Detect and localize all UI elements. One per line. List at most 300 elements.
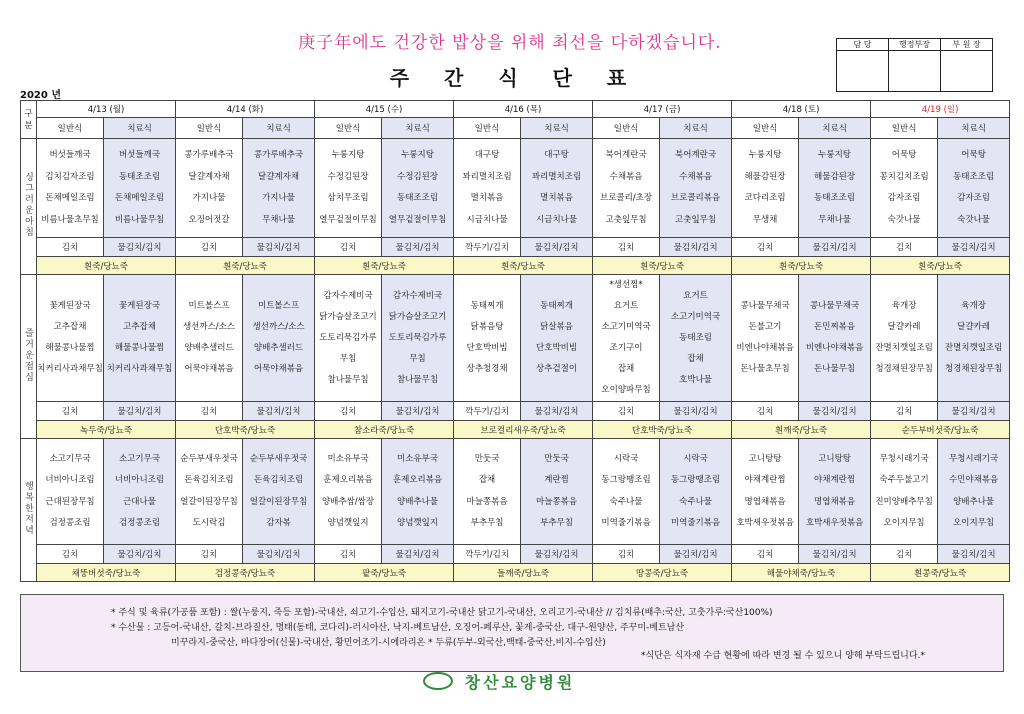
breakfast-general-dishes: [732, 139, 799, 238]
day-header: 4/14 (화): [176, 101, 315, 118]
dinner-therapeutic-dishes: [938, 439, 1010, 545]
lunch-section-label: [21, 275, 37, 439]
therapeutic-diet-header: 치료식: [382, 118, 454, 139]
dish-item: 양념깻잎지: [397, 518, 439, 528]
kimchi-general: 김치: [176, 238, 243, 257]
dish-item: 동태찌개: [540, 301, 573, 311]
dish-item: 콩가루배추국: [253, 150, 304, 160]
lunch-therapeutic-dishes: [382, 275, 454, 402]
lunch-label: 즐거운점심: [23, 327, 33, 383]
dish-item: 감자수제비국: [323, 290, 373, 301]
dish-item: 도토리묵김가루: [319, 332, 377, 343]
dish-item: 오이양파무침: [601, 385, 651, 395]
therapeutic-diet-header: 치료식: [104, 118, 176, 139]
dish-item: 잡채: [617, 364, 635, 374]
dish-item: 돈육김치조림: [184, 475, 234, 485]
kimchi-general: 깍두기/김치: [454, 402, 521, 421]
day-header: 4/17 (금): [593, 101, 732, 118]
slogan: 庚子年에도 건강한 밥상을 위해 최선을 다하겠습니다.: [298, 33, 722, 53]
dish-item: 단호박비빔: [466, 343, 508, 353]
kimchi-general: 김치: [732, 238, 799, 257]
approval-head: 담 당: [837, 39, 889, 51]
dish-item: 조기구이: [609, 343, 643, 353]
dinner-general-dishes: [871, 439, 938, 545]
dish-item: 코다리조림: [744, 193, 786, 203]
dinner-section-label: [21, 439, 37, 582]
weekly-menu-table: [20, 100, 1010, 582]
dish-item: 콩가루배추국: [184, 150, 234, 160]
therapeutic-diet-header: 치료식: [799, 118, 871, 139]
dish-item: 무청시래기국: [948, 453, 999, 464]
dish-item: 어묵탕: [961, 150, 986, 160]
lunch-general-dishes: [871, 275, 938, 402]
dish-item: 양념깻잎지: [327, 518, 369, 528]
breakfast-therapeutic-dishes: [382, 139, 454, 238]
dish-item: 요거트: [613, 301, 639, 311]
day-header: 4/13 (월): [37, 101, 176, 118]
breakfast-section-label: [21, 139, 37, 275]
dish-item: 잡채: [687, 353, 704, 364]
therapeutic-diet-header: 치료식: [938, 118, 1010, 139]
origin-line: * 수산물 : 고등어-국내산, 갈치-브라질산, 명태(동태, 코다리)-러시아산, 낙지-베트남산, 오징어-페루산, 꽃게-중국산, 대구-원양산, 주꾸미-베트남산: [111, 623, 685, 633]
page-title: 주 간 식 단 표: [389, 66, 641, 90]
approval-head: 부 원 장: [941, 39, 993, 51]
dish-item: 소고기미역국: [670, 311, 721, 322]
breakfast-general-dishes: [37, 139, 104, 238]
dish-item: 북어계란국: [675, 150, 717, 160]
dish-item: 호박새우젓볶음: [805, 518, 864, 528]
kimchi-general: 김치: [871, 402, 938, 421]
dish-item: 동태조조림: [118, 171, 161, 182]
breakfast-therapeutic-dishes: [799, 139, 871, 238]
dish-item: 시락국: [613, 453, 639, 464]
dish-item: 오이지무침: [883, 518, 925, 528]
dish-item: 해물감된장: [814, 171, 856, 182]
kimchi-general: 김치: [593, 402, 660, 421]
dish-item: 해물감된장: [744, 171, 786, 182]
dish-item: 만둣국: [474, 453, 500, 464]
dish-item: 육개장: [891, 301, 917, 311]
kimchi-general: 깍두기/김치: [454, 545, 521, 564]
breakfast-therapeutic-dishes: [243, 139, 315, 238]
kimchi-general: 깍두기/김치: [454, 238, 521, 257]
division-label: 구 분: [24, 108, 33, 131]
lunch-therapeutic-dishes: [104, 275, 176, 402]
dinner-therapeutic-dishes: [382, 439, 454, 545]
dish-item: 순두부새우젓국: [249, 453, 308, 464]
dish-item: 미역줄기볶음: [601, 518, 651, 528]
porridge-cell: 흰죽/당뇨죽: [454, 257, 593, 275]
lunch-general-dishes: [37, 275, 104, 402]
dish-item: 돈채메일조림: [45, 193, 95, 203]
dish-item: 순두부새우젓국: [180, 453, 238, 464]
dish-item: 해물콩나물찜: [114, 343, 165, 353]
dish-item: 돈민찌볶음: [814, 322, 856, 332]
dish-item: 수채볶음: [679, 171, 712, 182]
dish-item: 닭살볶음: [540, 322, 573, 332]
kimchi-general: 김치: [315, 545, 382, 564]
dish-item: 계란찜: [544, 475, 569, 485]
dish-item: 숙주나물: [609, 496, 643, 507]
approval-box: [836, 38, 993, 92]
dish-item: 고춧잎무침: [675, 214, 717, 225]
dish-item: 어묵탕: [891, 150, 917, 160]
dish-item: 근대된장무침: [45, 496, 95, 507]
dish-item: 명엽채볶음: [744, 496, 786, 507]
dinner-general-dishes: [593, 439, 660, 545]
kimchi-general: 김치: [593, 238, 660, 257]
day-header: 4/16 (목): [454, 101, 593, 118]
dish-item: 시금치나물: [536, 214, 578, 225]
breakfast-general-dishes: [871, 139, 938, 238]
dish-item: 동태조조림: [397, 193, 439, 203]
dish-item: 비름나물무침: [114, 214, 165, 225]
dish-item: 양배추나물: [953, 496, 995, 507]
kimchi-therapeutic: 물김치/김치: [521, 545, 593, 564]
dish-item: 누룽지탕: [818, 150, 852, 160]
dish-item: 멸치볶음: [470, 193, 504, 203]
dish-item: 근대나물: [123, 496, 156, 507]
porridge-cell: 흰죽/당뇨죽: [315, 257, 454, 275]
kimchi-general: 김치: [37, 545, 104, 564]
kimchi-therapeutic: 물김치/김치: [243, 545, 315, 564]
dish-item: *생선찜*: [609, 280, 643, 290]
porridge-cell: 브로컬리새우죽/당뇨죽: [454, 421, 593, 439]
kimchi-general: 김치: [871, 545, 938, 564]
lunch-therapeutic-dishes: [243, 275, 315, 402]
dish-item: 꽃게된장국: [49, 301, 91, 311]
dish-item: 동태조조림: [953, 171, 995, 182]
dish-item: 숙주두불고기: [879, 475, 929, 485]
dish-item: 소고기미역국: [601, 322, 651, 332]
kimchi-therapeutic: 물김치/김치: [104, 402, 176, 421]
dish-item: 수민야채볶음: [948, 475, 999, 485]
dish-item: 미소유부국: [397, 453, 439, 464]
kimchi-general: 김치: [871, 238, 938, 257]
kimchi-therapeutic: 물김치/김치: [938, 545, 1010, 564]
dish-item: 달걀카레: [887, 322, 921, 332]
lunch-general-dishes: [454, 275, 521, 402]
hospital-name: 창산요양병원: [464, 672, 576, 692]
dish-item: 가지나물: [262, 193, 295, 203]
kimchi-therapeutic: 물김치/김치: [382, 402, 454, 421]
dish-item: 도토리묵김가루: [388, 332, 447, 343]
porridge-cell: 검정콩죽/당뇨죽: [176, 564, 315, 582]
dinner-therapeutic-dishes: [104, 439, 176, 545]
lunch-therapeutic-dishes: [799, 275, 871, 402]
dish-item: 고춧잎무침: [605, 214, 647, 225]
dinner-therapeutic-dishes: [521, 439, 593, 545]
dish-item: 열무겉절이무침: [388, 214, 447, 225]
kimchi-therapeutic: 물김치/김치: [382, 238, 454, 257]
dish-item: 동그랑땡조림: [601, 475, 651, 485]
general-diet-header: 일반식: [454, 118, 521, 139]
kimchi-general: 김치: [732, 402, 799, 421]
dish-item: 고추잡채: [123, 322, 156, 332]
dinner-therapeutic-dishes: [799, 439, 871, 545]
porridge-cell: 흰죽/당뇨죽: [871, 257, 1010, 275]
dish-item: 달걀카레: [957, 322, 991, 332]
dish-item: 해물콩나물찜: [45, 343, 95, 353]
dish-item: 버섯들깨국: [49, 150, 91, 160]
breakfast-general-dishes: [454, 139, 521, 238]
dish-item: 수정김된장: [397, 171, 439, 182]
lunch-general-dishes: [315, 275, 382, 402]
breakfast-therapeutic-dishes: [104, 139, 176, 238]
dish-item: 도시락김: [192, 518, 226, 528]
dish-item: 누룽지탕: [401, 150, 434, 160]
dish-item: 미트볼스프: [257, 301, 300, 311]
origin-line: * 주식 및 육류(가공품 포함) : 쌀(누룽지, 죽등 포함)-국내산, 쇠고기-수입산, 돼지고기-국내산 닭고기-국내산, 오리고기-국내산 // 김치류(배추:국산, 고춧가루:국산100%): [111, 608, 773, 618]
dish-item: 너비아니조림: [114, 475, 165, 485]
dinner-general-dishes: [454, 439, 521, 545]
kimchi-general: 김치: [732, 545, 799, 564]
porridge-cell: 순두부버섯죽/당뇨죽: [871, 421, 1010, 439]
dish-item: 야채계란찜: [744, 475, 786, 485]
therapeutic-diet-header: 치료식: [660, 118, 732, 139]
dish-item: 숙갓나물: [957, 214, 991, 225]
dish-item: 명엽채볶음: [814, 496, 856, 507]
menu-change-notice: *식단은 식자재 수급 현황에 따라 변경 될 수 있으니 양해 부탁드립니다.*: [641, 651, 925, 661]
dish-item: 청경채된장무침: [875, 364, 933, 374]
general-diet-header: 일반식: [593, 118, 660, 139]
lunch-therapeutic-dishes: [521, 275, 593, 402]
dish-item: 야채계란찜: [814, 475, 856, 485]
dish-item: 치커리사과채무침: [106, 364, 173, 374]
breakfast-therapeutic-dishes: [521, 139, 593, 238]
kimchi-general: 김치: [37, 402, 104, 421]
kimchi-therapeutic: 물김치/김치: [243, 238, 315, 257]
dish-item: 너비아니조림: [45, 475, 95, 485]
breakfast-general-dishes: [315, 139, 382, 238]
dish-item: 상추청경채: [466, 364, 508, 374]
dish-item: 호박나물: [679, 374, 712, 385]
breakfast-therapeutic-dishes: [660, 139, 732, 238]
dinner-general-dishes: [176, 439, 243, 545]
kimchi-general: 김치: [37, 238, 104, 257]
dish-item: 무채나물: [262, 214, 295, 225]
dinner-general-dishes: [315, 439, 382, 545]
dish-item: 감자볶: [266, 518, 291, 528]
dish-item: 돈불고기: [748, 322, 782, 332]
dish-item: 참나물무침: [397, 374, 439, 385]
dish-item: 비름나물초무침: [41, 214, 99, 225]
kimchi-therapeutic: 물김치/김치: [799, 402, 871, 421]
dish-item: 훈제오리볶음: [392, 475, 443, 485]
dish-item: 브로콜리/초장: [599, 193, 653, 203]
origin-notice: [20, 594, 1004, 672]
dinner-therapeutic-dishes: [243, 439, 315, 545]
dish-item: 부추무침: [540, 518, 573, 528]
dish-item: 진미양배추무침: [875, 496, 933, 507]
approval-head: 행정부장: [889, 39, 941, 51]
kimchi-general: 김치: [315, 238, 382, 257]
kimchi-therapeutic: 물김치/김치: [382, 545, 454, 564]
porridge-cell: 흰죽/당뇨죽: [593, 257, 732, 275]
dish-item: 누룽지탕: [748, 150, 782, 160]
general-diet-header: 일반식: [176, 118, 243, 139]
dish-item: 돈채메일조림: [114, 193, 165, 203]
dish-item: 치커리사과채무침: [37, 364, 103, 374]
dish-item: 동그랑땡조림: [670, 475, 721, 485]
dish-item: 마늘쫑볶음: [536, 496, 578, 507]
dish-item: 훈제오리볶음: [323, 475, 373, 485]
breakfast-label: 싱그러운아침: [23, 172, 33, 238]
lunch-general-dishes: [593, 275, 660, 402]
kimchi-general: 김치: [315, 402, 382, 421]
dish-item: 오이지무침: [953, 518, 995, 528]
dish-item: 검정콩조림: [49, 518, 91, 528]
breakfast-general-dishes: [176, 139, 243, 238]
dish-item: 콩나물무채국: [809, 301, 860, 311]
dish-item: 소고기무국: [118, 453, 161, 464]
dish-item: 단호박비빔: [536, 343, 578, 353]
approval-slot: [941, 51, 993, 92]
kimchi-therapeutic: 물김치/김치: [660, 545, 732, 564]
dish-item: 감자수제비국: [392, 290, 443, 301]
dish-item: 닭가슴살조고기: [319, 311, 377, 322]
dish-item: 고추잡채: [53, 322, 87, 332]
porridge-cell: 들깨죽/당뇨죽: [454, 564, 593, 582]
porridge-cell: 흰죽/당뇨죽: [176, 257, 315, 275]
porridge-cell: 땅콩죽/당뇨죽: [593, 564, 732, 582]
porridge-cell: 흰콩죽/당뇨죽: [871, 564, 1010, 582]
kimchi-general: 김치: [176, 545, 243, 564]
dish-item: 삼치무조림: [327, 193, 369, 203]
dinner-general-dishes: [732, 439, 799, 545]
kimchi-therapeutic: 물김치/김치: [243, 402, 315, 421]
general-diet-header: 일반식: [37, 118, 104, 139]
dish-item: 김치김자조림: [45, 171, 95, 182]
dish-item: 숙주나물: [679, 496, 712, 507]
therapeutic-diet-header: 치료식: [243, 118, 315, 139]
dish-item: 검정콩조림: [118, 518, 161, 528]
dish-item: 북어계란국: [605, 150, 647, 160]
porridge-cell: 흰깨죽/당뇨죽: [732, 421, 871, 439]
day-header: 4/18 (토): [732, 101, 871, 118]
dish-item: 꽃게된장국: [118, 301, 161, 311]
dish-item: 닭볶음탕: [470, 322, 504, 332]
porridge-cell: 흰죽/당뇨죽: [732, 257, 871, 275]
dish-item: 소고기무국: [49, 453, 91, 464]
dish-item: 꽁치김치조림: [879, 171, 929, 182]
dinner-general-dishes: [37, 439, 104, 545]
porridge-cell: 채뚱버섯죽/당뇨죽: [37, 564, 176, 582]
dish-item: 어묵야채볶음: [184, 364, 234, 374]
dish-item: 달걀계자채: [257, 171, 300, 182]
dish-item: 버섯들깨국: [118, 150, 161, 160]
division-header: [21, 101, 37, 139]
dish-item: 미소유부국: [327, 453, 369, 464]
dish-item: 동태조림: [679, 332, 712, 343]
dish-item: 얼갈이된장무침: [249, 496, 308, 507]
dish-item: 무채나물: [818, 214, 852, 225]
lunch-therapeutic-dishes: [938, 275, 1010, 402]
dish-item: 만둣국: [544, 453, 569, 464]
dish-item: 미역줄기볶음: [670, 518, 721, 528]
dish-item: 대구탕: [474, 150, 500, 160]
kimchi-therapeutic: 물김치/김치: [521, 402, 593, 421]
dish-item: 무생채: [752, 214, 778, 225]
dish-item: 청경채된장무침: [944, 364, 1003, 374]
day-header: 4/19 (일): [871, 101, 1010, 118]
dish-item: 꽈리멸치조림: [462, 171, 512, 182]
dish-item: 꽈리멸치조림: [531, 171, 582, 182]
dish-item: 돈육김치조림: [253, 475, 304, 485]
dish-item: 콩나물무채국: [740, 301, 790, 311]
dish-item: 시금치나물: [466, 214, 508, 225]
porridge-cell: 단호박죽/당뇨죽: [176, 421, 315, 439]
kimchi-therapeutic: 물김치/김치: [660, 402, 732, 421]
dish-item: 무청시래기국: [879, 453, 929, 464]
kimchi-general: 김치: [176, 402, 243, 421]
dinner-therapeutic-dishes: [660, 439, 732, 545]
dish-item: 동태조조림: [814, 193, 856, 203]
dish-item: 요거트: [683, 290, 708, 301]
dish-item: 부추무침: [470, 518, 504, 528]
porridge-cell: 참소라죽/당뇨죽: [315, 421, 454, 439]
porridge-cell: 팥죽/당뇨죽: [315, 564, 454, 582]
dish-item: 가지나물: [192, 193, 226, 203]
lunch-general-dishes: [176, 275, 243, 402]
dish-item: 수정김된장: [327, 171, 369, 182]
dish-item: 잡채: [478, 475, 496, 485]
dish-item: 무침: [409, 353, 426, 364]
day-header: 4/15 (수): [315, 101, 454, 118]
lunch-general-dishes: [732, 275, 799, 402]
dish-item: 열무겉절이무침: [319, 214, 377, 225]
dish-item: 미트볼스프: [188, 301, 230, 311]
dish-item: 잔멸치깻잎조림: [944, 343, 1003, 353]
dish-item: 양배추나물: [397, 496, 439, 507]
general-diet-header: 일반식: [732, 118, 799, 139]
origin-line: 미꾸라지-중국산, 바다장어(신물)-국내산, 황민어조기-시에라리온 * 두류(두부-외국산,백태-중국산,비지-수입산): [171, 638, 606, 648]
dinner-label: 행복한저녁: [23, 481, 33, 536]
dish-item: 달걀계자채: [188, 171, 230, 182]
breakfast-therapeutic-dishes: [938, 139, 1010, 238]
dish-item: 어묵야채볶음: [253, 364, 304, 374]
dish-item: 돈나물무침: [814, 364, 856, 374]
kimchi-general: 김치: [593, 545, 660, 564]
porridge-cell: 흰죽/당뇨죽: [37, 257, 176, 275]
kimchi-therapeutic: 물김치/김치: [938, 402, 1010, 421]
dish-item: 숙갓나물: [887, 214, 921, 225]
dish-item: 비엔나야채볶음: [736, 343, 794, 353]
kimchi-therapeutic: 물김치/김치: [521, 238, 593, 257]
dish-item: 고니탕탕: [748, 453, 782, 464]
dish-item: 브로콜리볶음: [670, 193, 721, 203]
kimchi-therapeutic: 물김치/김치: [104, 238, 176, 257]
kimchi-therapeutic: 물김치/김치: [938, 238, 1010, 257]
dish-item: 오징어젓갈: [188, 214, 230, 225]
porridge-cell: 해물야채죽/당뇨죽: [732, 564, 871, 582]
dish-item: 감자조림: [957, 193, 991, 203]
dish-item: 상추겉절이: [536, 364, 578, 374]
dish-item: 잔멸치깻잎조림: [875, 343, 933, 353]
dish-item: 닭가슴살조고기: [388, 311, 447, 322]
therapeutic-diet-header: 치료식: [521, 118, 593, 139]
dish-item: 마늘쫑볶음: [466, 496, 508, 507]
dish-item: 시락국: [683, 453, 708, 464]
kimchi-therapeutic: 물김치/김치: [799, 545, 871, 564]
dish-item: 얼갈이된장무침: [180, 496, 238, 507]
dish-item: 호박새우젓볶음: [736, 518, 794, 528]
hospital-logo: [372, 667, 626, 695]
dish-item: 누룽지탕: [331, 150, 365, 160]
dish-item: 무침: [339, 353, 357, 364]
breakfast-general-dishes: [593, 139, 660, 238]
general-diet-header: 일반식: [315, 118, 382, 139]
